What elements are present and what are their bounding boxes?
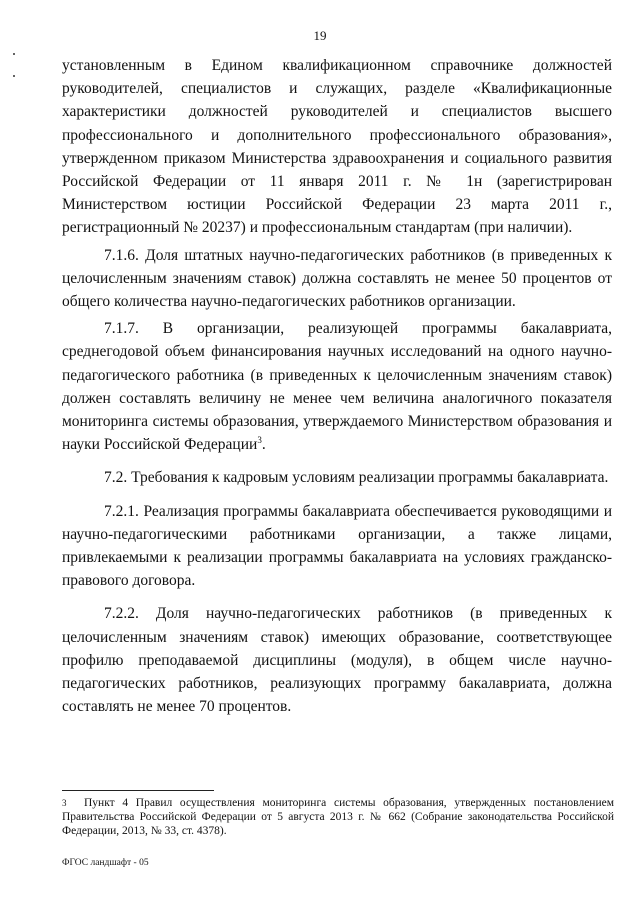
footnote (62, 796, 614, 838)
document-footer: ФГОС ландшафт - 05 (62, 858, 149, 868)
footnote-separator (62, 790, 214, 791)
footnote-text: Пункт 4 Правил осуществления мониторинга системы образования, утвержденных постановлением Правительства Российской Федерации от 5 августа 2013 г. № 662 (Собрание законодательства Российской Федерации, 2013, № 33, ст. 4378). (62, 797, 614, 837)
scan-speck (13, 53, 15, 55)
paragraph-7-1-6: 7.1.6. Доля штатных научно-педагогических работников (в приведенных к целочисленным значениям ставок) должна составлять не менее 50 процентов от общего количества научно-педагогических работников организации. (62, 246, 612, 311)
footnote-reference: 3 (257, 435, 262, 446)
paragraph-7-2: 7.2. Требования к кадровым условиям реализации программы бакалавриата. (104, 469, 609, 487)
footnote-mark: 3 (62, 798, 67, 808)
paragraph-7-2-2: 7.2.2. Доля научно-педагогических работников (в приведенных к целочисленным значениям ставок) имеющих образование, соответствующее профилю преподаваемой дисциплины (модуля), в общем числе научно-педагогических работников, реализующих программу бакалавриата, должна составлять не менее 70 процентов. (62, 605, 612, 716)
paragraph-7-1-7-text: 7.1.7. В организации, реализующей программы бакалавриата, среднегодовой объем финансирования научных исследований на одного научно-педагогического работника (в приведенных к целочисленным значениям ставок) должен составлять величину не менее чем величина аналогичного показателя мониторинга системы образования, утверждаемого Министерством образования и науки Российской Федерации (62, 320, 612, 454)
scan-speck (13, 75, 15, 77)
paragraph-7-2-1: 7.2.1. Реализация программы бакалавриата обеспечивается руководящими и научно-педагогическими работниками организации, а также лицами, привлекаемыми к реализации программы бакалавриата на условиях гражданско-правового договора. (62, 502, 612, 590)
paragraph-7-1-7 (62, 317, 612, 456)
paragraph-7-1-7-tail: . (261, 436, 266, 454)
page-number: 19 (313, 28, 327, 43)
paragraph-continuation: установленным в Едином квалификационном справочнике должностей руководителей, специалистов и служащих, разделе «Квалификационные характеристики должностей руководителей и специалистов высшего профессионального и дополнительного профессионального образования», утвержденном приказом Министерства здравоохранения и социального развития Российской Федерации от 11 января 2011 г. № 1н (зарегистрирован Министерством юстиции Российской Федерации 23 марта 2011 г., регистрационный № 20237) и профессиональным стандартам (при наличии). (62, 57, 612, 237)
body-text (62, 54, 612, 718)
